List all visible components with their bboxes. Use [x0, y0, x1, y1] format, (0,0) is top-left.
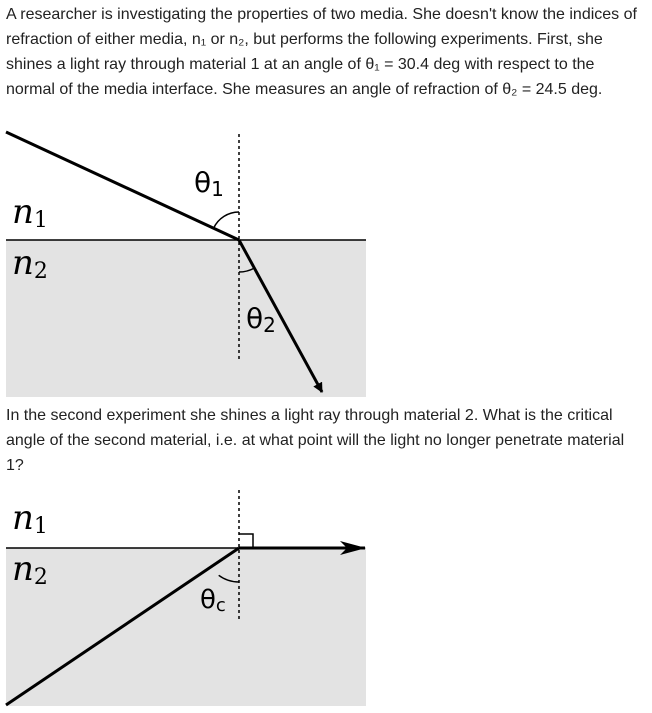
theta2-label: θ2 [246, 302, 276, 337]
n2-label: n2 [12, 243, 48, 284]
theta1-angle-arc [214, 212, 239, 228]
n2-label: n2 [12, 549, 48, 590]
medium-2-region [6, 548, 366, 706]
problem-question-text: In the second experiment she shines a light ray through material 2. What is the critical angle of the second material, i.e. at what point will the light no longer penetrate material 1? [6, 407, 625, 474]
thetac-label: θc [200, 585, 226, 616]
n1-label: n1 [12, 498, 48, 539]
problem-intro-text: A researcher is investigating the properties of two media. She doesn't know the indices of refraction of either media, n₁ or n₂, but performs the following experiments. First, she shines a light ray through material 1 at an angle of θ₁ = 30.4 deg with respect to the normal of the media interface. She measures an angle of refraction of θ₂ = 24.5 deg. [6, 6, 637, 98]
n1-label: n1 [12, 192, 48, 233]
critical-angle-diagram [0, 484, 370, 710]
theta1-label: θ1 [194, 166, 224, 201]
right-angle-marker [239, 534, 253, 548]
refraction-diagram [0, 130, 370, 400]
